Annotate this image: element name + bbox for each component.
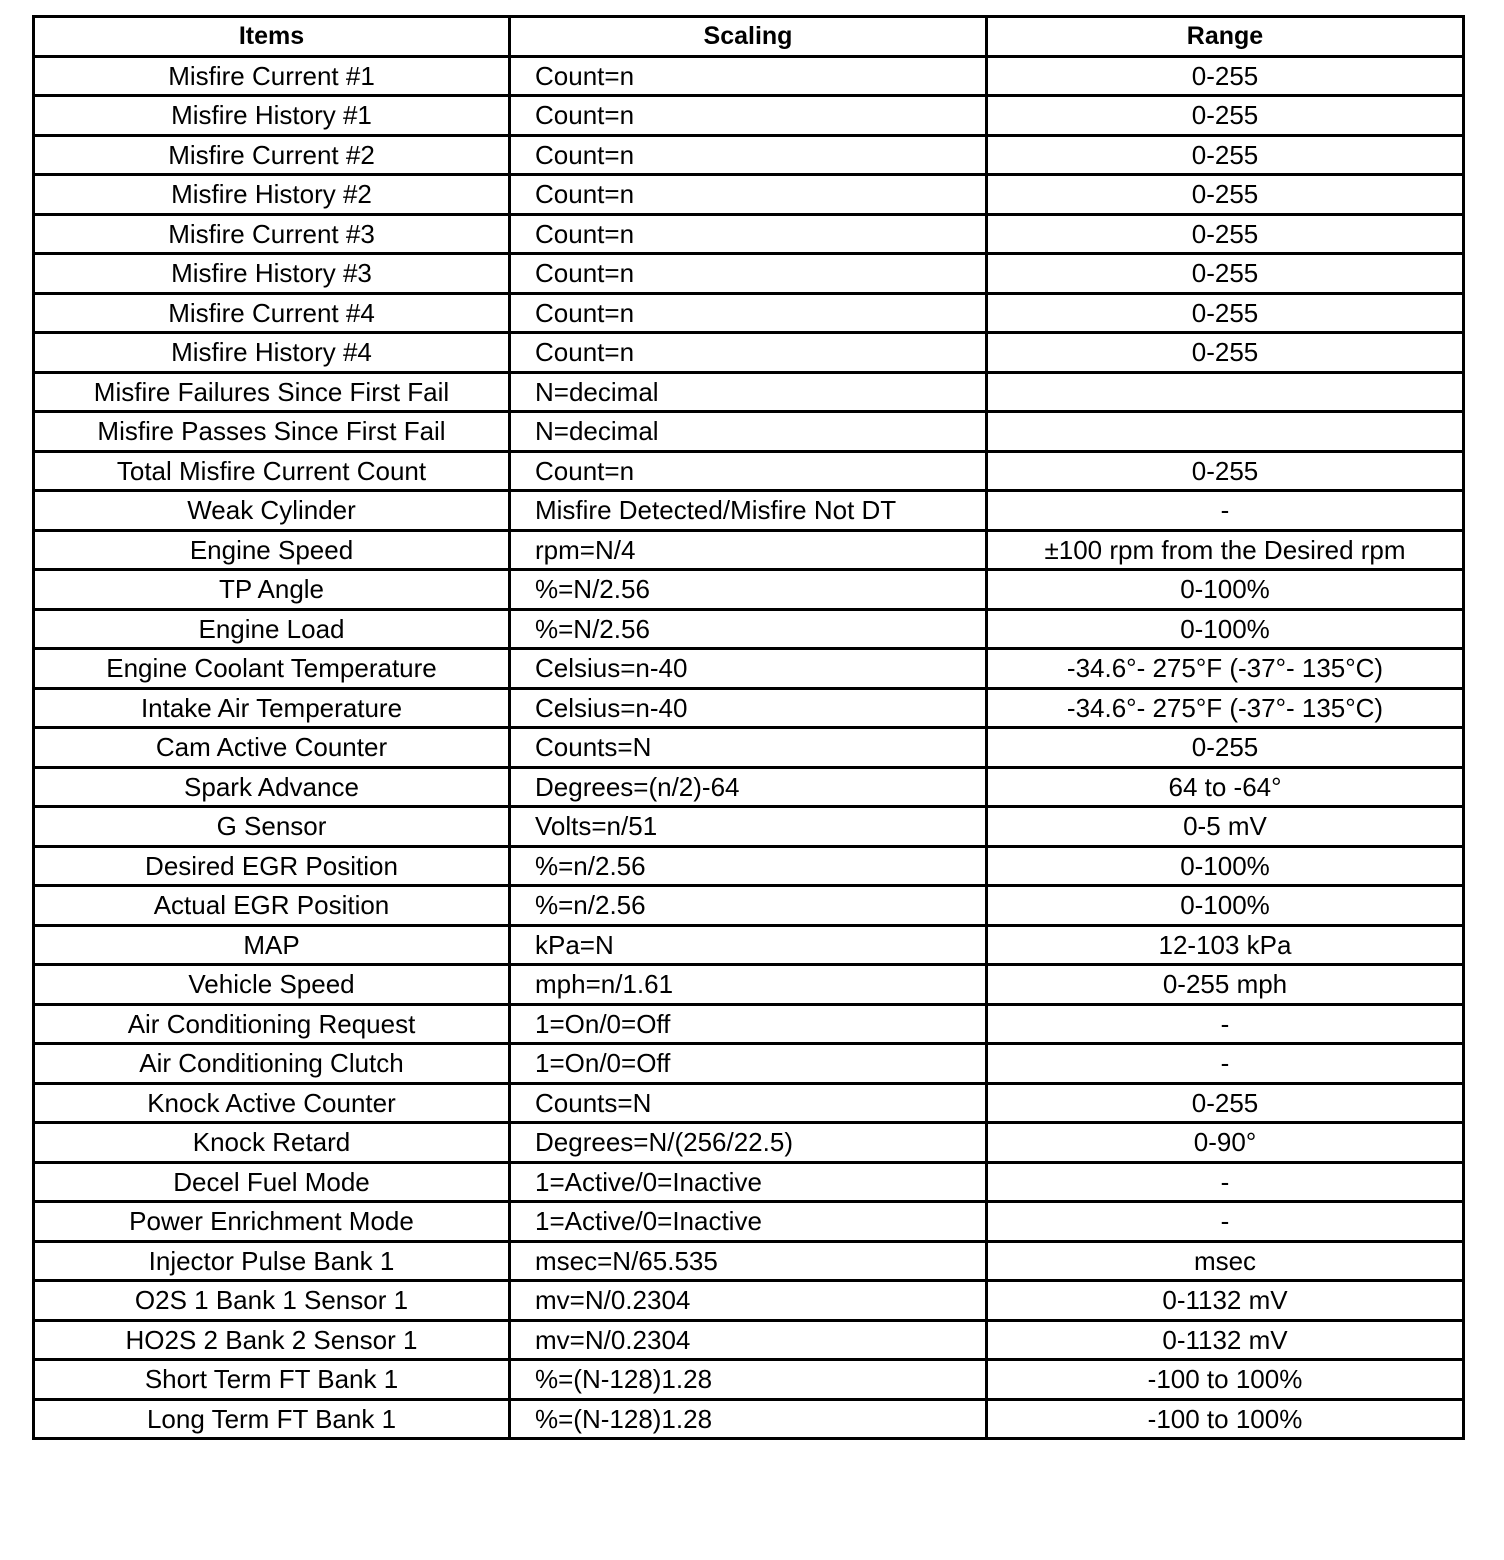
scaling-cell: 1=On/0=Off [510, 1004, 987, 1044]
scaling-cell: mph=n/1.61 [510, 965, 987, 1005]
scaling-cell: Volts=n/51 [510, 807, 987, 847]
range-cell: 0-100% [987, 570, 1464, 610]
scaling-cell: Count=n [510, 96, 987, 136]
range-cell: - [987, 491, 1464, 531]
scaling-cell: Degrees=N/(256/22.5) [510, 1123, 987, 1163]
range-cell: 0-255 mph [987, 965, 1464, 1005]
table-row [34, 372, 1464, 412]
table-row [34, 56, 1464, 96]
scaling-cell: Count=n [510, 293, 987, 333]
scaling-cell: mv=N/0.2304 [510, 1281, 987, 1321]
scaling-cell: Misfire Detected/Misfire Not DT [510, 491, 987, 531]
table-header-row [34, 17, 1464, 57]
item-cell: Long Term FT Bank 1 [34, 1399, 510, 1439]
scaling-cell: Count=n [510, 56, 987, 96]
scaling-cell: 1=Active/0=Inactive [510, 1202, 987, 1242]
item-cell: Cam Active Counter [34, 728, 510, 768]
table-row [34, 1281, 1464, 1321]
scaling-cell: 1=Active/0=Inactive [510, 1162, 987, 1202]
item-cell: O2S 1 Bank 1 Sensor 1 [34, 1281, 510, 1321]
item-cell: Power Enrichment Mode [34, 1202, 510, 1242]
range-cell: 0-255 [987, 135, 1464, 175]
range-cell: 0-255 [987, 175, 1464, 215]
scaling-cell: N=decimal [510, 372, 987, 412]
range-cell: -100 to 100% [987, 1399, 1464, 1439]
range-cell: 0-255 [987, 333, 1464, 373]
scaling-cell: Count=n [510, 451, 987, 491]
table-row [34, 846, 1464, 886]
item-cell: Misfire Current #1 [34, 56, 510, 96]
table-row [34, 688, 1464, 728]
scaling-cell: %=(N-128)1.28 [510, 1360, 987, 1400]
range-cell: 0-100% [987, 886, 1464, 926]
range-cell: - [987, 1202, 1464, 1242]
table-row [34, 1162, 1464, 1202]
range-cell: 0-255 [987, 1083, 1464, 1123]
scaling-cell: %=(N-128)1.28 [510, 1399, 987, 1439]
range-cell: 0-100% [987, 846, 1464, 886]
table-row [34, 333, 1464, 373]
table-row [34, 1399, 1464, 1439]
item-cell: G Sensor [34, 807, 510, 847]
item-cell: MAP [34, 925, 510, 965]
range-cell: 0-255 [987, 254, 1464, 294]
item-cell: Vehicle Speed [34, 965, 510, 1005]
table-row [34, 412, 1464, 452]
range-cell: 0-100% [987, 609, 1464, 649]
range-cell: -34.6°- 275°F (-37°- 135°C) [987, 688, 1464, 728]
item-cell: Engine Speed [34, 530, 510, 570]
scaling-cell: %=n/2.56 [510, 846, 987, 886]
item-cell: Misfire Failures Since First Fail [34, 372, 510, 412]
table-row [34, 609, 1464, 649]
table-row [34, 1241, 1464, 1281]
table-row [34, 925, 1464, 965]
item-cell: Engine Load [34, 609, 510, 649]
item-cell: Injector Pulse Bank 1 [34, 1241, 510, 1281]
scaling-cell: Count=n [510, 214, 987, 254]
table-row [34, 293, 1464, 333]
table-row [34, 214, 1464, 254]
range-cell: 0-255 [987, 214, 1464, 254]
range-cell [987, 372, 1464, 412]
scaling-cell: Count=n [510, 333, 987, 373]
item-cell: Knock Active Counter [34, 1083, 510, 1123]
range-cell: 0-1132 mV [987, 1320, 1464, 1360]
item-cell: Intake Air Temperature [34, 688, 510, 728]
range-cell: 0-255 [987, 451, 1464, 491]
table-row [34, 451, 1464, 491]
table-row [34, 530, 1464, 570]
range-cell: -100 to 100% [987, 1360, 1464, 1400]
header-scaling: Scaling [510, 17, 987, 57]
scaling-cell: rpm=N/4 [510, 530, 987, 570]
table-row [34, 649, 1464, 689]
table-row [34, 965, 1464, 1005]
scan-data-table [32, 15, 1465, 1440]
table-row [34, 1320, 1464, 1360]
range-cell: -34.6°- 275°F (-37°- 135°C) [987, 649, 1464, 689]
scaling-cell: N=decimal [510, 412, 987, 452]
scan-data-table-container [32, 15, 1462, 1440]
table-row [34, 728, 1464, 768]
header-range: Range [987, 17, 1464, 57]
range-cell: ±100 rpm from the Desired rpm [987, 530, 1464, 570]
item-cell: Misfire Current #2 [34, 135, 510, 175]
scaling-cell: mv=N/0.2304 [510, 1320, 987, 1360]
range-cell: 0-5 mV [987, 807, 1464, 847]
range-cell: msec [987, 1241, 1464, 1281]
table-row [34, 570, 1464, 610]
scaling-cell: 1=On/0=Off [510, 1044, 987, 1084]
item-cell: Misfire History #3 [34, 254, 510, 294]
scaling-cell: Celsius=n-40 [510, 688, 987, 728]
scaling-cell: Counts=N [510, 728, 987, 768]
range-cell: 12-103 kPa [987, 925, 1464, 965]
range-cell: 0-1132 mV [987, 1281, 1464, 1321]
table-body [34, 56, 1464, 1439]
table-row [34, 491, 1464, 531]
item-cell: Actual EGR Position [34, 886, 510, 926]
table-row [34, 175, 1464, 215]
table-row [34, 1202, 1464, 1242]
item-cell: Misfire History #2 [34, 175, 510, 215]
table-row [34, 807, 1464, 847]
range-cell: 0-255 [987, 728, 1464, 768]
item-cell: Misfire Current #4 [34, 293, 510, 333]
table-row [34, 96, 1464, 136]
range-cell: - [987, 1162, 1464, 1202]
range-cell: 0-255 [987, 56, 1464, 96]
item-cell: Short Term FT Bank 1 [34, 1360, 510, 1400]
range-cell: 64 to -64° [987, 767, 1464, 807]
scaling-cell: Count=n [510, 175, 987, 215]
table-row [34, 886, 1464, 926]
item-cell: Total Misfire Current Count [34, 451, 510, 491]
table-row [34, 254, 1464, 294]
range-cell: - [987, 1004, 1464, 1044]
scaling-cell: Degrees=(n/2)-64 [510, 767, 987, 807]
item-cell: Weak Cylinder [34, 491, 510, 531]
scaling-cell: %=n/2.56 [510, 886, 987, 926]
table-row [34, 1123, 1464, 1163]
table-row [34, 135, 1464, 175]
scaling-cell: Count=n [510, 135, 987, 175]
table-row [34, 1004, 1464, 1044]
scaling-cell: %=N/2.56 [510, 609, 987, 649]
range-cell: 0-90° [987, 1123, 1464, 1163]
item-cell: Desired EGR Position [34, 846, 510, 886]
scaling-cell: Celsius=n-40 [510, 649, 987, 689]
item-cell: HO2S 2 Bank 2 Sensor 1 [34, 1320, 510, 1360]
item-cell: Air Conditioning Clutch [34, 1044, 510, 1084]
table-row [34, 767, 1464, 807]
table-row [34, 1083, 1464, 1123]
item-cell: Misfire Passes Since First Fail [34, 412, 510, 452]
table-row [34, 1360, 1464, 1400]
item-cell: Misfire Current #3 [34, 214, 510, 254]
scaling-cell: msec=N/65.535 [510, 1241, 987, 1281]
scaling-cell: %=N/2.56 [510, 570, 987, 610]
range-cell: 0-255 [987, 96, 1464, 136]
item-cell: Misfire History #1 [34, 96, 510, 136]
item-cell: Knock Retard [34, 1123, 510, 1163]
item-cell: Engine Coolant Temperature [34, 649, 510, 689]
range-cell: 0-255 [987, 293, 1464, 333]
item-cell: TP Angle [34, 570, 510, 610]
item-cell: Misfire History #4 [34, 333, 510, 373]
header-items: Items [34, 17, 510, 57]
range-cell [987, 412, 1464, 452]
range-cell: - [987, 1044, 1464, 1084]
scaling-cell: Count=n [510, 254, 987, 294]
item-cell: Decel Fuel Mode [34, 1162, 510, 1202]
scaling-cell: Counts=N [510, 1083, 987, 1123]
item-cell: Spark Advance [34, 767, 510, 807]
scaling-cell: kPa=N [510, 925, 987, 965]
item-cell: Air Conditioning Request [34, 1004, 510, 1044]
table-row [34, 1044, 1464, 1084]
